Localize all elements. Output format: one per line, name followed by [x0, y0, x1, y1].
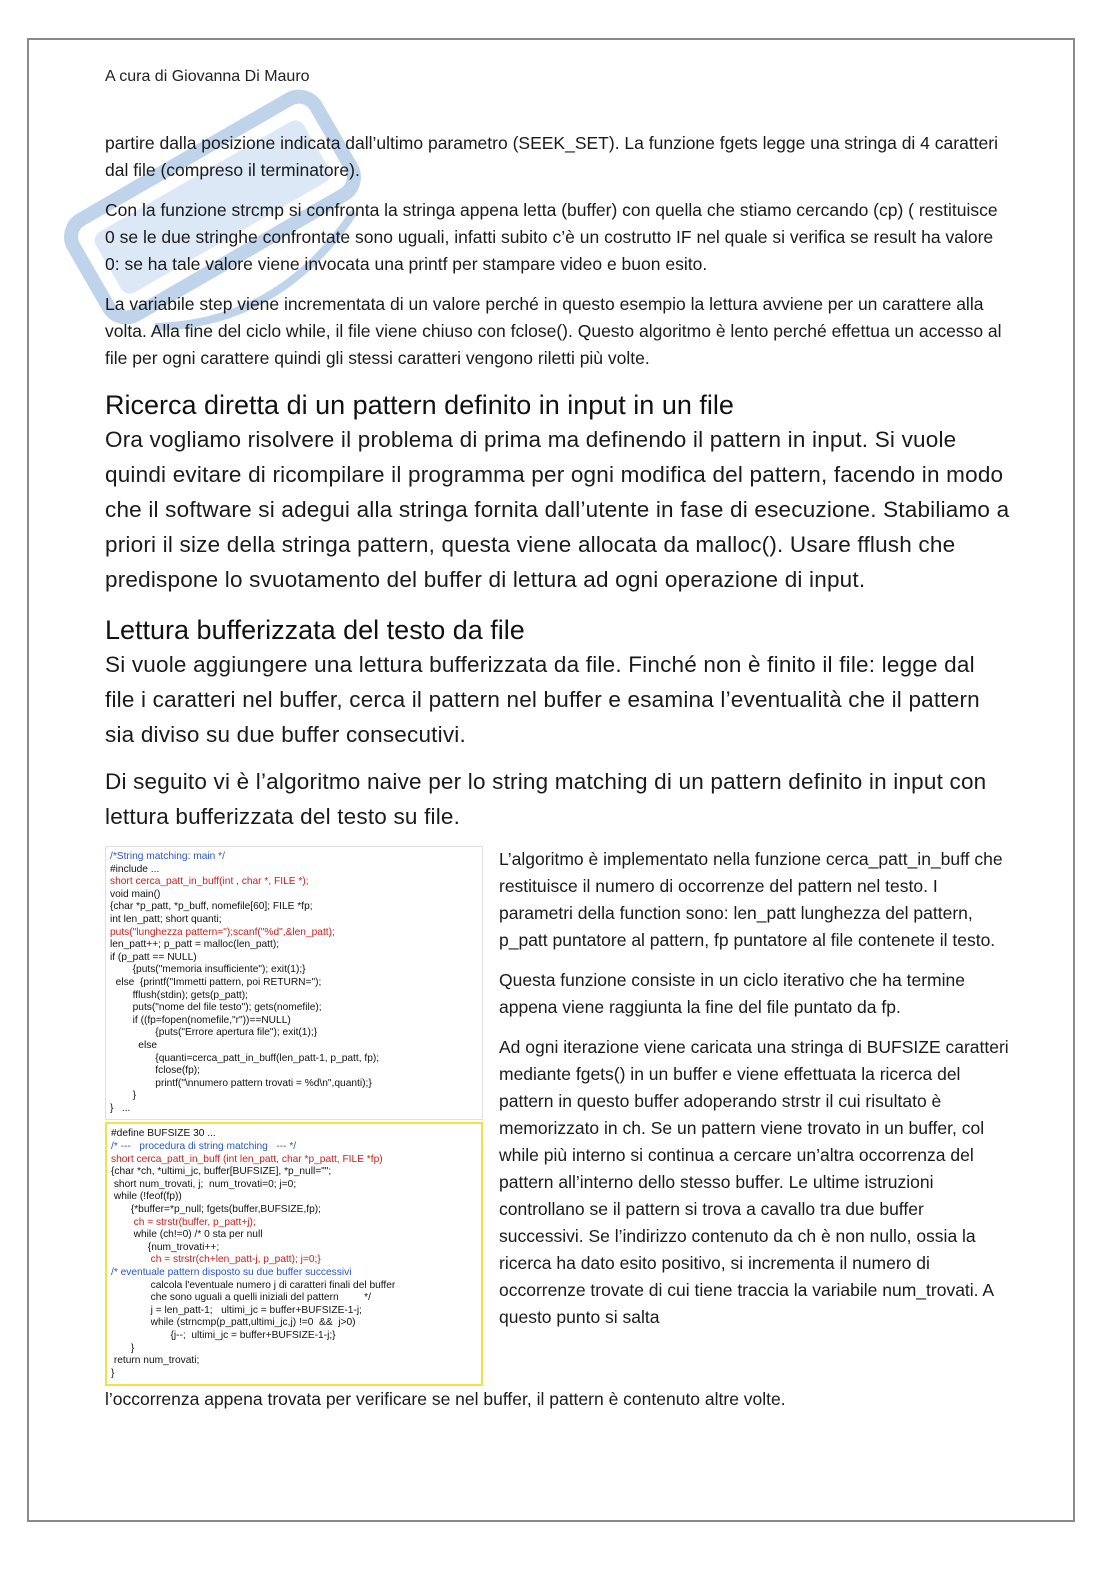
code-line: while (!feof(fp))	[111, 1191, 182, 1203]
code-and-explanation	[105, 846, 1010, 1386]
code-line: len_patt++; p_patt = malloc(len_patt);	[110, 939, 280, 951]
code-line: fclose(fp);	[110, 1065, 201, 1077]
code-line: puts("lunghezza pattern=");scanf("%d",&len_patt);	[110, 926, 335, 938]
document-body	[105, 130, 1010, 1426]
code-line: {num_trovati++;	[111, 1241, 220, 1253]
code-line: /* --- procedura di string matching --- */	[111, 1141, 297, 1153]
code-line: while (ch!=0) /* 0 sta per null	[111, 1229, 263, 1241]
explanation-paragraph: Ad ogni iterazione viene caricata una stringa di BUFSIZE caratteri mediante fgets() in un buffer e viene effettuata la ricerca del pattern in questo buffer adoperando strstr il cui risultato è memorizzato in ch. Se un pattern viene trovato in un buffer, col while più interno si continua a cercare un’altra occorrenza del pattern all’interno dello stesso buffer. Le ultime istruzioni controllano se il pattern si trova a cavallo tra due buffer successivi. Se l’indirizzo contenuto da ch è non nullo, ossia la ricerca ha dato esito positivo, si incrementa il numero di occorrenze trovate di cui tiene traccia la variabile num_trovati. A questo punto si salta	[499, 1037, 1009, 1327]
page-header-author: A cura di Giovanna Di Mauro	[105, 68, 310, 85]
code-line: {puts("memoria insufficiente"); exit(1);}	[110, 964, 306, 976]
code-line: {j--; ultimi_jc = buffer+BUFSIZE-1-j;}	[111, 1329, 336, 1341]
code-line: /*String matching: main */	[110, 851, 225, 862]
code-line: printf("\nnumero pattern trovati = %d\n",quanti);}	[110, 1077, 372, 1089]
code-line: void main()	[110, 888, 161, 900]
code-line: calcola l'eventuale numero j di caratteri finali del buffer	[111, 1279, 396, 1291]
code-line: short num_trovati, j; num_trovati=0; j=0;	[111, 1178, 297, 1190]
explanation-paragraph: L’algoritmo è implementato nella funzione cerca_patt_in_buff che restituisce il numero di occorrenze del pattern nel testo. I parametri della function sono: len_patt lunghezza del pattern, p_patt puntatore al pattern, fp puntatore al file contenete il testo.	[499, 849, 1003, 950]
code-line: {quanti=cerca_patt_in_buff(len_patt-1, p_patt, fp);	[110, 1052, 380, 1064]
code-line: short cerca_patt_in_buff (int len_patt, char *p_patt, FILE *fp)	[111, 1153, 383, 1165]
code-line: #define BUFSIZE 30 ...	[111, 1128, 216, 1140]
code-line: #include ...	[110, 863, 160, 875]
section-heading-lettura-bufferizzata: Lettura bufferizzata del testo da file	[105, 615, 525, 645]
code-line: ch = strstr(buffer, p_patt+j);	[111, 1216, 256, 1228]
code-function-listing	[105, 1122, 483, 1386]
code-line: if (p_patt == NULL)	[110, 951, 197, 963]
code-line: }	[110, 1090, 137, 1102]
code-line: int len_patt; short quanti;	[110, 913, 222, 925]
code-line: puts("nome del file testo"); gets(nomefile);	[110, 1002, 322, 1014]
closing-paragraph: l’occorrenza appena trovata per verificare se nel buffer, il pattern è contenuto altre volte.	[105, 1389, 786, 1410]
code-line: else {printf("Immetti pattern, poi RETURN=");	[110, 976, 322, 988]
section-heading-ricerca-diretta: Ricerca diretta di un pattern definito in input in un file	[105, 390, 734, 420]
section-body-intro-algorithm: Di seguito vi è l’algoritmo naive per lo string matching di un pattern definito in input con lettura bufferizzata del testo su file.	[105, 769, 987, 829]
code-line: } ...	[110, 1102, 131, 1114]
code-line: fflush(stdin); gets(p_patt);	[110, 989, 248, 1001]
code-line: che sono uguali a quelli iniziali del pattern */	[111, 1292, 371, 1304]
code-line: else	[110, 1039, 157, 1051]
code-line: while (strncmp(p_patt,ultimi_jc,j) !=0 && j>0)	[111, 1317, 356, 1329]
section-body: Ora vogliamo risolvere il problema di prima ma definendo il pattern in input. Si vuole quindi evitare di ricompilare il programma per ogni modifica del pattern, facendo in modo che il software si adegui alla stringa fornita dall’utente in fase di esecuzione. Stabiliamo a priori il size della stringa pattern, questa viene allocata da malloc(). Usare fflush che predispone lo svuotamento del buffer di lettura ad ogni operazione di input.	[105, 427, 1010, 592]
explanation-paragraph: Questa funzione consiste in un ciclo iterativo che ha termine appena viene raggiunta la fine del file puntato da fp.	[499, 970, 965, 1017]
intro-paragraph: Con la funzione strcmp si confronta la stringa appena letta (buffer) con quella che stiamo cercando (cp) ( restituisce 0 se le due stringhe confrontate sono uguali, infatti subito c’è un costrutto IF nel quale si verifica se result ha valore 0: se ha tale valore viene invocata una printf per stampare video e buon esito.	[105, 200, 998, 274]
code-line: j = len_patt-1; ultimi_jc = buffer+BUFSIZE-1-j;	[111, 1304, 362, 1316]
explanation-column	[499, 846, 1010, 1331]
code-line: }	[111, 1342, 135, 1354]
section-body: Si vuole aggiungere una lettura bufferizzata da file. Finché non è finito il file: legge dal file i caratteri nel buffer, cerca il pattern nel buffer e esamina l’eventualità che il pattern sia diviso su due buffer consecutivi.	[105, 652, 980, 747]
code-line: /* eventuale pattern disposto su due buffer successivi	[111, 1267, 352, 1278]
intro-paragraph: La variabile step viene incrementata di un valore perché in questo esempio la lettura avviene per un carattere alla volta. Alla fine del ciclo while, il file viene chiuso con fclose(). Questo algoritmo è lento perché effettua un accesso al file per ogni carattere quindi gli stessi caratteri vengono riletti più volte.	[105, 294, 1002, 368]
code-line: {char *ch, *ultimi_jc, buffer[BUFSIZE], *p_null="";	[111, 1166, 332, 1178]
code-line: if ((fp=fopen(nomefile,"r"))==NULL)	[110, 1014, 291, 1026]
code-line: {*buffer=*p_null; fgets(buffer,BUFSIZE,fp);	[111, 1204, 321, 1216]
intro-paragraph: partire dalla posizione indicata dall’ultimo parametro (SEEK_SET). La funzione fgets legge una stringa di 4 caratteri dal file (compreso il terminatore).	[105, 133, 998, 180]
code-line: {puts("Errore apertura file"); exit(1);}	[110, 1027, 318, 1039]
code-line: }	[111, 1367, 115, 1379]
code-figure	[105, 846, 483, 1386]
code-line: short cerca_patt_in_buff(int , char *, FILE *);	[110, 876, 309, 888]
code-line: return num_trovati;	[111, 1355, 200, 1367]
code-line: ch = strstr(ch+len_patt-j, p_patt); j=0;}	[111, 1254, 321, 1266]
code-line: {char *p_patt, *p_buff, nomefile[60]; FILE *fp;	[110, 901, 313, 913]
code-main-listing	[105, 846, 483, 1120]
